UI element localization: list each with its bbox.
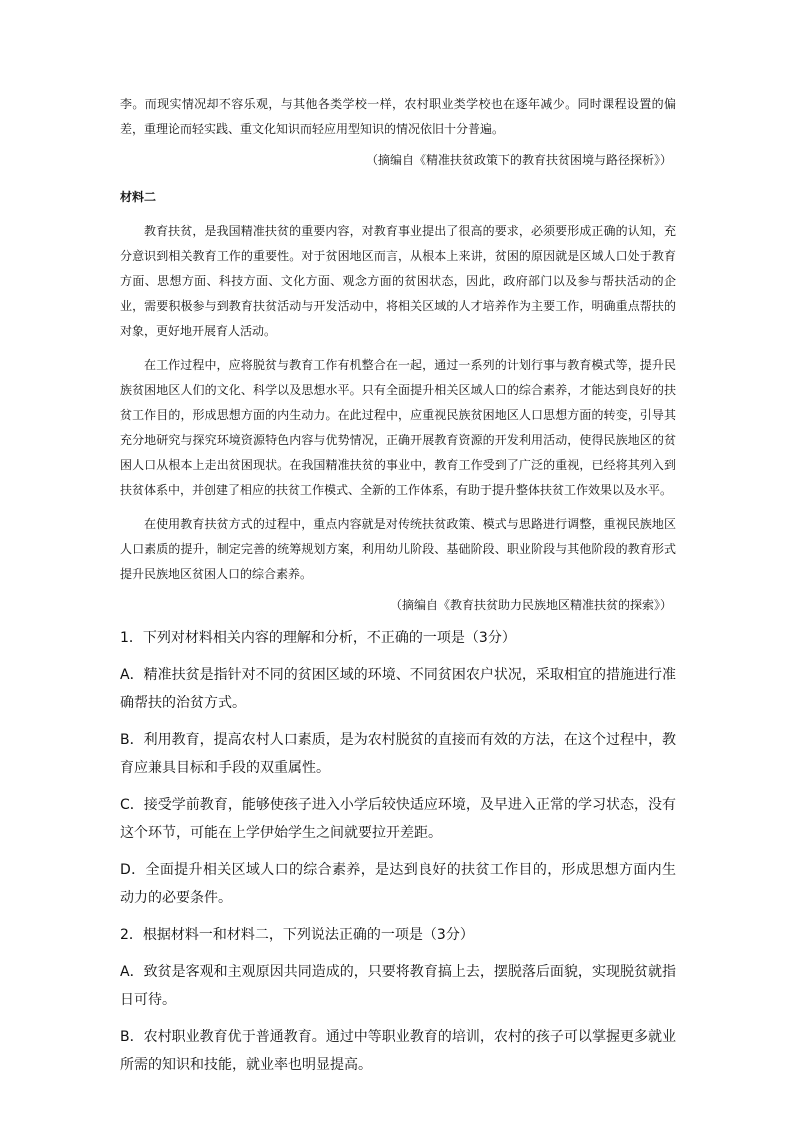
- question-2-stem: 2．根据材料一和材料二，下列说法正确的一项是（3分）: [120, 927, 474, 943]
- source-one: （摘编自《精准扶贫政策下的教育扶贫困境与路径探析》）: [365, 153, 672, 167]
- material-two-heading: 材料二: [120, 190, 157, 204]
- question-2-option-a: A．致贫是客观和主观原因共同造成的，只要将教育搞上去，摆脱落后面貌，实现脱贫就指日可待。: [120, 964, 676, 1008]
- question-1-option-d: D．全面提升相关区域人口的综合素养，是达到良好的扶贫工作目的，形成思想方面内生动力的必要条件。: [120, 862, 676, 906]
- material-two-paragraph: 教育扶贫，是我国精准扶贫的重要内容，对教育事业提出了很高的要求，必须要形成正确的认知，充分意识到相关教育工作的重要性。对于贫困地区而言，从根本上来讲，贫困的原因就是区域人口处于教育方面、思想方面、科技方面、文化方面、观念方面的贫困状态，因此，政府部门以及参与帮扶活动的企业，需要积极参与到教育扶贫活动与开发活动中，将相关区域的人才培养作为主要工作，明确重点帮扶的对象，更好地开展育人活动。: [120, 224, 676, 338]
- material-two-paragraph: 在工作过程中，应将脱贫与教育工作有机整合在一起，通过一系列的计划行事与教育模式等，提升民族贫困地区人们的文化、科学以及思想水平。只有全面提升相关区域人口的综合素养，才能达到良好的扶贫工作目的，形成思想方面的内生动力。在此过程中，应重视民族贫困地区人口思想方面的转变，引导其充分地研究与探究环境资源特色内容与优势情况，正确开展教育资源的开发利用活动，使得民族地区的贫困人口从根本上走出贫困现状。在我国精准扶贫的事业中，教育工作受到了广泛的重视，已经将其列入到扶贫体系中，并创建了相应的扶贫工作模式、全新的工作体系，有助于提升整体扶贫工作效果以及水平。: [120, 358, 676, 497]
- page-content: [120, 92, 676, 1079]
- material-two-paragraph: 在使用教育扶贫方式的过程中，重点内容就是对传统扶贫政策、模式与思路进行调整，重视民族地区人口素质的提升，制定完善的统筹规划方案，利用幼儿阶段、基础阶段、职业阶段与其他阶段的教育形式提升民族地区贫困人口的综合素养。: [120, 517, 676, 581]
- source-two: （摘编自《教育扶贫助力民族地区精准扶贫的探索》）: [389, 598, 672, 612]
- question-1-stem: 1．下列对材料相关内容的理解和分析，不正确的一项是（3分）: [120, 630, 516, 646]
- question-1-option-c: C．接受学前教育，能够使孩子进入小学后较快适应环境，及早进入正常的学习状态，没有这个环节，可能在上学伊始学生之间就要拉开差距。: [120, 797, 676, 841]
- question-1-option-b: B．利用教育，提高农村人口素质，是为农村脱贫的直接而有效的方法，在这个过程中，教育应兼具目标和手段的双重属性。: [120, 732, 676, 776]
- question-2-option-b: B．农村职业教育优于普通教育。通过中等职业教育的培训，农村的孩子可以掌握更多就业所需的知识和技能，就业率也明显提高。: [120, 1029, 676, 1073]
- material-one-tail: 李。而现实情况却不容乐观，与其他各类学校一样，农村职业类学校也在逐年减少。同时课程设置的偏差，重理论而轻实践、重文化知识而轻应用型知识的情况依旧十分普遍。: [120, 97, 676, 136]
- question-1-option-a: A．精准扶贫是指针对不同的贫困区域的环境、不同贫困农户状况，采取相宜的措施进行准确帮扶的治贫方式。: [120, 667, 676, 711]
